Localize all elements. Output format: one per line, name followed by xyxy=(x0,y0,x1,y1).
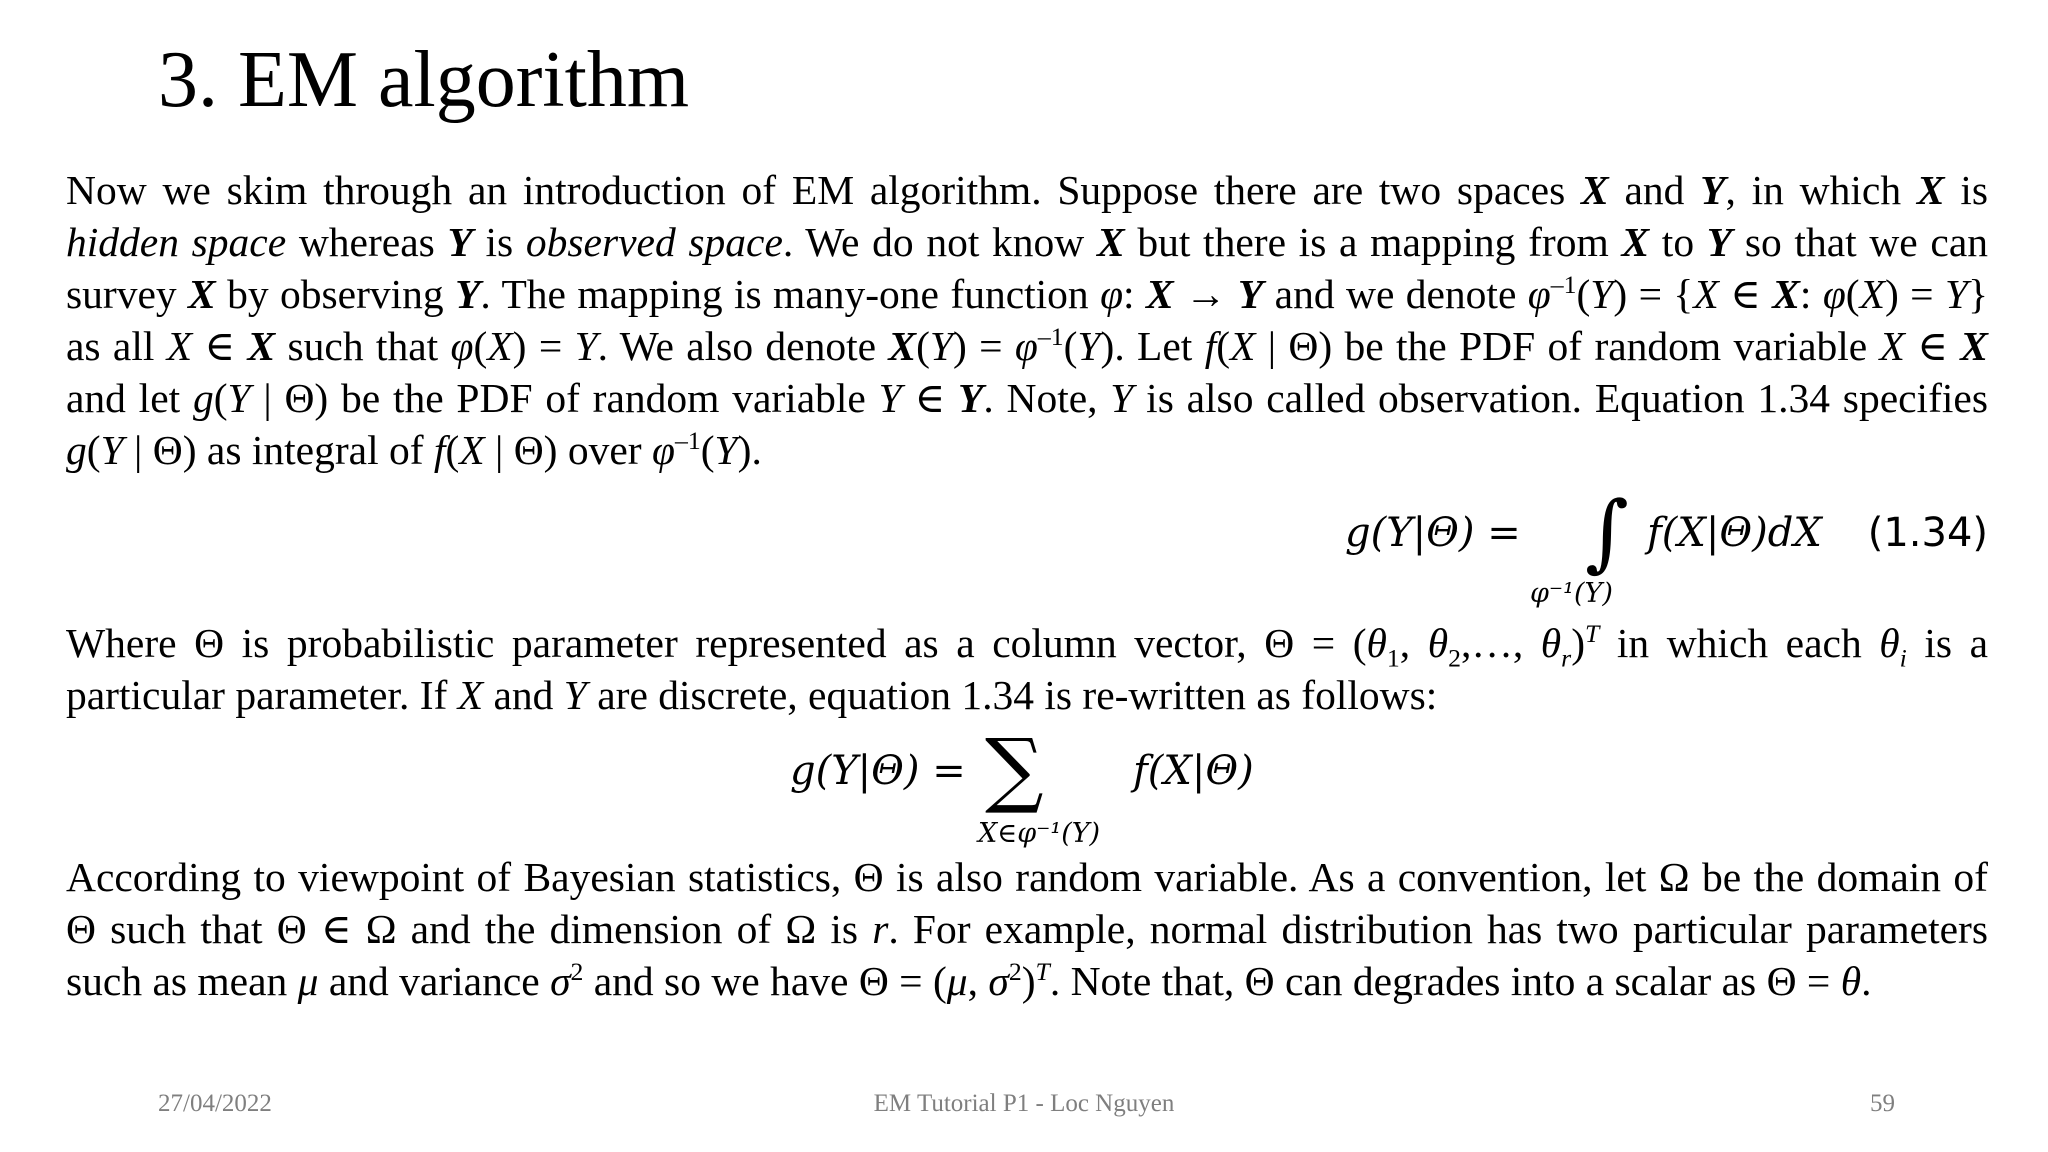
equation-1-34 xyxy=(1345,483,1988,618)
equation-discrete xyxy=(790,720,1270,855)
paragraph-intro: Now we skim through an introduction of EM algorithm. Suppose there are two spaces X and Y, in which X is hidden space whereas Y is observed space. We do not know X but there is a mapping from X to Y so that we can survey X by observing Y. The mapping is many-one function φ: X → Y and we denote $\varphi^{-1}(Y) = \{X$ ∈ X: φ(X) = Y} as all X ∈ X such that φ(X) = Y. We also denote $X(Y) = \varphi^{-1}(Y)$. Let f(X | Θ) be the PDF of random variable X ∈ X and let g(Y | Θ) be the PDF of random variable Y ∈ Y. Note, Y is also called observation. Equation 1.34 specifies g(Y | Θ) as integral of f(X | Θ) over $\varphi^{-1}(Y)$. xyxy=(66,167,1989,473)
footer-page-number: 59 xyxy=(1870,1090,1895,1117)
paragraph-bayesian: According to viewpoint of Bayesian statistics, Θ is also random variable. As a convention, let Ω be the domain of Θ such that Θ ∈ Ω and the dimension of Ω is r. For example, normal distribution has two particular parameters such as mean μ and variance $\sigma^2$ and so we have Θ = (μ, $\sigma^2)^T$. Note that, Θ can degrades into a scalar as Θ = θ. xyxy=(66,854,1988,1004)
footer-title: EM Tutorial P1 - Loc Nguyen xyxy=(873,1090,1175,1117)
equation-rhs: f(X|Θ) xyxy=(1133,748,1254,794)
equation-integrand: f(X|Θ)dX xyxy=(1647,510,1822,556)
equation-lhs: g(Y|Θ) = xyxy=(790,748,966,794)
equation-lhs: g(Y|Θ) = xyxy=(1345,510,1521,556)
integral-lower-limit: φ⁻¹(Y) xyxy=(1530,578,1613,609)
integral-sign: ∫ xyxy=(1585,483,1629,581)
paragraph-parameter: Where Θ is probabilistic parameter represented as a column vector, $\Theta = (\theta_1$, $\theta_2,\dots$, $\theta_r)^T$ in which each $\theta_i$ is a particular parameter. If X and Y are discrete, equation 1.34 is re-written as follows: xyxy=(66,619,1989,718)
footer-date: 27/04/2022 xyxy=(158,1090,272,1117)
slide-title: 3. EM algorithm xyxy=(158,36,690,124)
sum-lower-limit: X∈φ⁻¹(Y) xyxy=(978,818,1101,849)
summation-sign: ∑ xyxy=(985,722,1044,817)
equation-number: (1.34) xyxy=(1867,510,1988,556)
